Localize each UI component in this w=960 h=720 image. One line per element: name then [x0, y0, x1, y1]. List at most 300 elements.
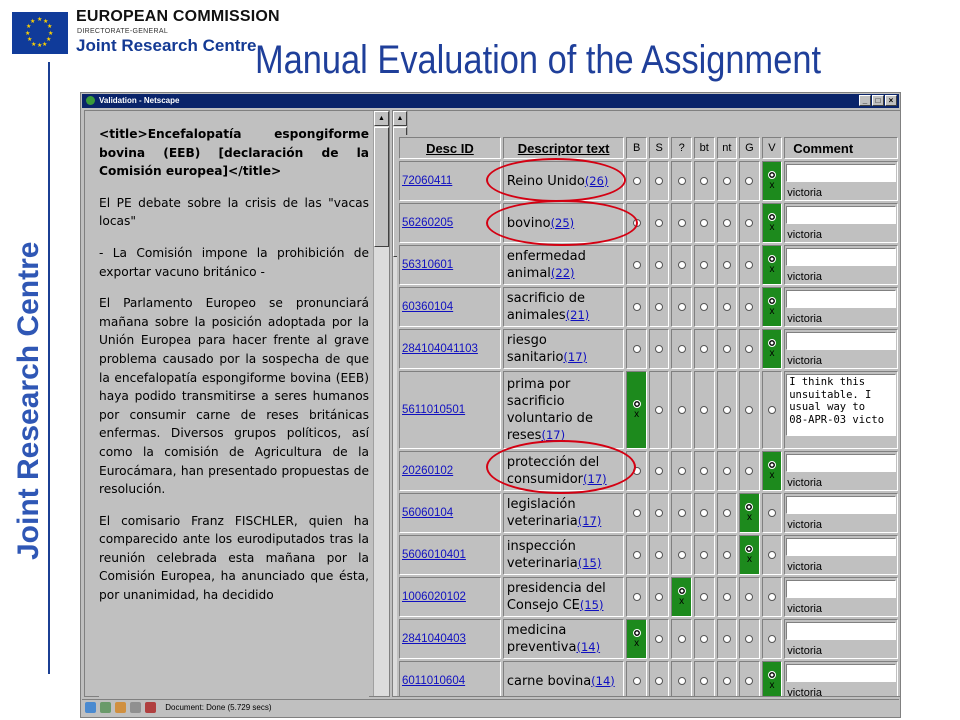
svg-text:★: ★: [30, 18, 36, 25]
comment-value: victoria: [787, 561, 823, 573]
svg-text:★: ★: [37, 42, 43, 49]
radio-button-icon[interactable]: [700, 593, 708, 601]
radio-v[interactable]: [762, 287, 782, 327]
svg-text:★: ★: [31, 41, 37, 48]
radio-b[interactable]: [626, 287, 646, 327]
radio-button-icon[interactable]: [768, 255, 776, 263]
descriptor-label: protección del consumidor: [506, 455, 600, 487]
radio-button-icon[interactable]: [745, 261, 753, 269]
radio-button-icon[interactable]: [678, 219, 686, 227]
radio-q[interactable]: [671, 493, 691, 533]
occurrence-count-link[interactable]: (15): [579, 598, 604, 612]
radio-button-icon[interactable]: [700, 677, 708, 685]
radio-g[interactable]: [739, 329, 760, 369]
radio-button-icon[interactable]: [745, 303, 753, 311]
descriptor-id-link[interactable]: 56260205: [399, 203, 501, 243]
radio-button-icon[interactable]: [678, 406, 686, 414]
radio-bt[interactable]: [694, 203, 715, 243]
radio-g[interactable]: [739, 577, 760, 617]
occurrence-count-link[interactable]: (21): [565, 308, 590, 322]
radio-v[interactable]: [762, 661, 782, 697]
selected-mark: x: [769, 264, 775, 275]
radio-button-icon[interactable]: [655, 467, 663, 475]
radio-button-icon[interactable]: [633, 551, 641, 559]
descriptor-id-link[interactable]: 60360104: [399, 287, 501, 327]
radio-bt[interactable]: [694, 619, 715, 659]
column-header-s: S: [649, 137, 669, 159]
radio-v[interactable]: [762, 535, 782, 575]
radio-q[interactable]: [671, 203, 691, 243]
radio-nt[interactable]: [717, 577, 738, 617]
descriptor-label: presidencia del Consejo CE: [506, 581, 606, 613]
radio-button-icon[interactable]: [723, 406, 731, 414]
radio-nt[interactable]: [717, 661, 738, 697]
occurrence-count-link[interactable]: (25): [550, 215, 575, 230]
radio-button-icon[interactable]: [633, 261, 641, 269]
scroll-up-arrow-icon[interactable]: ▲: [393, 111, 407, 126]
radio-button-icon[interactable]: [700, 177, 708, 185]
radio-v[interactable]: [762, 161, 782, 201]
radio-button-icon[interactable]: [655, 406, 663, 414]
article-paragraph: El Parlamento Europeo se pronunciará mañana sobre la posición adoptada por la Unión Europea para hacer frente al grave problema causado por la sospecha de que la encefalopatía espongiforme bovina (EEB) haya podido transmitirse a seres humanos por consumir carne de reses británicas enfermas. Diversos grupos políticos, así como la comisión de Agricultura de la Eurocámara, han presentado propuestas de resolución.: [99, 296, 369, 497]
column-header-descriptor-text[interactable]: Descriptor text: [503, 137, 625, 159]
scroll-up-arrow-icon[interactable]: ▲: [374, 111, 389, 126]
occurrence-count-link[interactable]: (17): [577, 514, 602, 528]
radio-nt[interactable]: [717, 619, 738, 659]
radio-bt[interactable]: [694, 245, 715, 285]
composer-icon[interactable]: [115, 702, 126, 713]
radio-g[interactable]: [739, 287, 760, 327]
radio-g[interactable]: [739, 619, 760, 659]
selected-mark: x: [746, 554, 752, 565]
radio-v[interactable]: [762, 451, 782, 491]
radio-g[interactable]: [739, 451, 760, 491]
comment-value: victoria: [787, 603, 823, 615]
radio-button-icon[interactable]: [633, 400, 641, 408]
radio-b[interactable]: [626, 619, 646, 659]
table-row: [399, 577, 898, 617]
radio-bt[interactable]: [694, 577, 715, 617]
radio-button-icon[interactable]: [633, 593, 641, 601]
table-row: [399, 371, 898, 449]
radio-nt[interactable]: [717, 371, 738, 449]
radio-q[interactable]: [671, 245, 691, 285]
comment-value: victoria: [787, 477, 823, 489]
minimize-button[interactable]: _: [859, 95, 871, 106]
radio-g[interactable]: [739, 493, 760, 533]
column-header-desc-id[interactable]: Desc ID: [399, 137, 501, 159]
article-paragraph: El PE debate sobre la crisis de las "vacas locas": [99, 195, 369, 229]
browser-window: [80, 92, 901, 718]
column-header-b: B: [626, 137, 646, 159]
radio-button-icon[interactable]: [723, 345, 731, 353]
close-button[interactable]: ×: [885, 95, 897, 106]
selected-mark: x: [769, 680, 775, 691]
comment-value: victoria: [787, 313, 823, 325]
radio-button-icon[interactable]: [700, 635, 708, 643]
comment-cell: [784, 493, 898, 533]
comment-cell: [784, 661, 898, 697]
radio-button-icon[interactable]: [723, 303, 731, 311]
descriptor-id-link[interactable]: 56060104: [399, 493, 501, 533]
radio-button-icon[interactable]: [655, 509, 663, 517]
radio-button-icon[interactable]: [768, 635, 776, 643]
descriptor-id-link[interactable]: 2841040403: [399, 619, 501, 659]
status-bar: [82, 699, 899, 716]
centre-name: Joint Research Centre: [76, 36, 257, 55]
radio-button-icon[interactable]: [633, 177, 641, 185]
radio-q[interactable]: [671, 329, 691, 369]
radio-s[interactable]: [649, 619, 669, 659]
radio-button-icon[interactable]: [633, 629, 641, 637]
occurrence-count-link[interactable]: (22): [550, 266, 575, 280]
selected-mark: x: [769, 470, 775, 481]
scroll-thumb[interactable]: [374, 127, 389, 247]
comment-input[interactable]: [786, 622, 896, 640]
chat-icon[interactable]: [130, 702, 141, 713]
radio-b[interactable]: [626, 535, 646, 575]
radio-button-icon[interactable]: [700, 219, 708, 227]
radio-button-icon[interactable]: [768, 406, 776, 414]
radio-button-icon[interactable]: [768, 213, 776, 221]
comment-cell: [784, 451, 898, 491]
svg-text:★: ★: [48, 30, 54, 37]
radio-q[interactable]: [671, 287, 691, 327]
radio-button-icon[interactable]: [678, 177, 686, 185]
radio-nt[interactable]: [717, 245, 738, 285]
selected-mark: x: [634, 638, 640, 649]
radio-button-icon[interactable]: [723, 177, 731, 185]
comment-cell: [784, 203, 898, 243]
comment-input[interactable]: [786, 164, 896, 182]
radio-button-icon[interactable]: [723, 509, 731, 517]
radio-b[interactable]: [626, 661, 646, 697]
radio-b[interactable]: [626, 245, 646, 285]
table-row: [399, 493, 898, 533]
comment-input[interactable]: [786, 206, 896, 224]
radio-g[interactable]: [739, 245, 760, 285]
radio-button-icon[interactable]: [700, 509, 708, 517]
svg-text:★: ★: [47, 23, 53, 30]
radio-b[interactable]: [626, 161, 646, 201]
radio-v[interactable]: [762, 371, 782, 449]
radio-nt[interactable]: [717, 535, 738, 575]
radio-nt[interactable]: [717, 287, 738, 327]
comment-value: victoria: [787, 229, 823, 241]
radio-bt[interactable]: [694, 451, 715, 491]
svg-text:★: ★: [37, 16, 43, 23]
descriptor-id-link[interactable]: 284104041103: [399, 329, 501, 369]
descriptor-id-link[interactable]: 5611010501: [399, 371, 501, 449]
radio-button-icon[interactable]: [745, 677, 753, 685]
radio-button-icon[interactable]: [655, 303, 663, 311]
descriptor-id-link[interactable]: 1006020102: [399, 577, 501, 617]
radio-nt[interactable]: [717, 493, 738, 533]
radio-nt[interactable]: [717, 203, 738, 243]
radio-button-icon[interactable]: [633, 509, 641, 517]
radio-g[interactable]: [739, 535, 760, 575]
descriptor-id-link[interactable]: 56310601: [399, 245, 501, 285]
mail-icon[interactable]: [100, 702, 111, 713]
radio-g[interactable]: [739, 161, 760, 201]
radio-button-icon[interactable]: [678, 635, 686, 643]
radio-v[interactable]: [762, 577, 782, 617]
occurrence-count-link[interactable]: (15): [577, 556, 602, 570]
radio-s[interactable]: [649, 535, 669, 575]
radio-bt[interactable]: [694, 329, 715, 369]
comment-input[interactable]: [786, 248, 896, 266]
column-header-comment: Comment: [784, 137, 898, 159]
svg-text:★: ★: [25, 30, 31, 37]
comment-cell: [784, 161, 898, 201]
comment-input[interactable]: [786, 332, 896, 350]
navigator-icon[interactable]: [145, 702, 156, 713]
radio-v[interactable]: [762, 329, 782, 369]
column-header-nt: nt: [717, 137, 738, 159]
descriptor-text: [503, 287, 625, 327]
radio-button-icon[interactable]: [678, 261, 686, 269]
svg-text:★: ★: [27, 36, 33, 43]
radio-button-icon[interactable]: [700, 261, 708, 269]
radio-button-icon[interactable]: [678, 551, 686, 559]
radio-button-icon[interactable]: [633, 219, 641, 227]
radio-button-icon[interactable]: [768, 171, 776, 179]
descriptor-label: medicina preventiva: [506, 623, 577, 655]
radio-q[interactable]: [671, 661, 691, 697]
comment-cell: [784, 329, 898, 369]
radio-button-icon[interactable]: [745, 219, 753, 227]
occurrence-count-link[interactable]: (14): [591, 673, 615, 688]
radio-button-icon[interactable]: [678, 677, 686, 685]
comment-input[interactable]: [786, 454, 896, 472]
selected-mark: x: [769, 348, 775, 359]
radio-v[interactable]: [762, 493, 782, 533]
radio-nt[interactable]: [717, 329, 738, 369]
radio-s[interactable]: [649, 661, 669, 697]
comment-input[interactable]: [786, 290, 896, 308]
radio-button-icon[interactable]: [655, 551, 663, 559]
radio-bt[interactable]: [694, 493, 715, 533]
comment-value: victoria: [787, 519, 823, 531]
radio-s[interactable]: [649, 161, 669, 201]
article-frame: [84, 110, 390, 697]
article-scrollbar[interactable]: [373, 111, 389, 696]
radio-button-icon[interactable]: [745, 345, 753, 353]
occurrence-count-link[interactable]: (17): [563, 350, 588, 364]
radio-button-icon[interactable]: [745, 406, 753, 414]
descriptor-text: [503, 535, 625, 575]
comment-cell: [784, 577, 898, 617]
radio-button-icon[interactable]: [700, 345, 708, 353]
comment-textarea[interactable]: I think this unsuitable. I usual way to 08-APR-03 victo: [786, 374, 896, 436]
comment-cell: [784, 619, 898, 659]
radio-button-icon[interactable]: [678, 303, 686, 311]
radio-button-icon[interactable]: [723, 219, 731, 227]
table-row: [399, 451, 898, 491]
radio-button-icon[interactable]: [723, 593, 731, 601]
comment-cell: [784, 371, 898, 449]
comment-input[interactable]: [786, 664, 896, 682]
radio-b[interactable]: [626, 577, 646, 617]
radio-s[interactable]: [649, 577, 669, 617]
radio-button-icon[interactable]: [678, 467, 686, 475]
descriptor-id-link[interactable]: 72060411: [399, 161, 501, 201]
radio-button-icon[interactable]: [768, 461, 776, 469]
table-row: [399, 535, 898, 575]
radio-b[interactable]: [626, 451, 646, 491]
selected-mark: x: [769, 222, 775, 233]
radio-button-icon[interactable]: [655, 677, 663, 685]
status-text: Document: Done (5.729 secs): [165, 703, 272, 712]
selected-mark: x: [746, 512, 752, 523]
comment-value: victoria: [787, 355, 823, 367]
radio-button-icon[interactable]: [768, 509, 776, 517]
radio-bt[interactable]: [694, 371, 715, 449]
column-header-question: ?: [671, 137, 691, 159]
radio-v[interactable]: [762, 203, 782, 243]
radio-button-icon[interactable]: [700, 467, 708, 475]
descriptor-text: [503, 371, 625, 449]
table-row: [399, 329, 898, 369]
radio-button-icon[interactable]: [678, 509, 686, 517]
radio-v[interactable]: [762, 619, 782, 659]
radio-q[interactable]: [671, 577, 691, 617]
radio-v[interactable]: [762, 245, 782, 285]
radio-q[interactable]: [671, 535, 691, 575]
occurrence-count-link[interactable]: (14): [576, 640, 601, 654]
radio-button-icon[interactable]: [723, 551, 731, 559]
article-text: [99, 125, 369, 697]
svg-text:★: ★: [46, 36, 52, 43]
org-name: EUROPEAN COMMISSION: [76, 8, 280, 25]
descriptor-id-link[interactable]: 20260102: [399, 451, 501, 491]
radio-button-icon[interactable]: [768, 297, 776, 305]
radio-button-icon[interactable]: [655, 593, 663, 601]
radio-button-icon[interactable]: [768, 339, 776, 347]
window-title-bar: [82, 94, 899, 108]
descriptor-text: [503, 619, 625, 659]
descriptor-id-link[interactable]: 5606010401: [399, 535, 501, 575]
radio-button-icon[interactable]: [633, 677, 641, 685]
radio-button-icon[interactable]: [745, 635, 753, 643]
radio-button-icon[interactable]: [768, 671, 776, 679]
radio-b[interactable]: [626, 493, 646, 533]
radio-button-icon[interactable]: [768, 593, 776, 601]
radio-q[interactable]: [671, 619, 691, 659]
descriptor-label: enfermedad animal: [506, 249, 586, 281]
occurrence-count-link[interactable]: (26): [584, 173, 609, 188]
radio-button-icon[interactable]: [655, 345, 663, 353]
radio-b[interactable]: [626, 203, 646, 243]
radio-button-icon[interactable]: [745, 177, 753, 185]
radio-button-icon[interactable]: [655, 177, 663, 185]
radio-s[interactable]: [649, 203, 669, 243]
selected-mark: x: [634, 409, 640, 420]
svg-text:★: ★: [43, 18, 49, 25]
svg-text:★: ★: [26, 23, 32, 30]
radio-button-icon[interactable]: [745, 503, 753, 511]
radio-s[interactable]: [649, 451, 669, 491]
descriptor-table: [397, 135, 900, 697]
descriptor-label: carne bovina: [506, 673, 592, 689]
radio-b[interactable]: [626, 329, 646, 369]
radio-button-icon[interactable]: [633, 345, 641, 353]
radio-button-icon[interactable]: [723, 467, 731, 475]
radio-s[interactable]: [649, 245, 669, 285]
radio-s[interactable]: [649, 287, 669, 327]
comment-input[interactable]: [786, 496, 896, 514]
radio-button-icon[interactable]: [700, 303, 708, 311]
radio-button-icon[interactable]: [655, 219, 663, 227]
article-paragraph: El comisario Franz FISCHLER, quien ha comparecido ante los eurodiputados tras la reunión celebrada esta mañana por la Comisión Europea, ha anunciado que ésta, por unanimidad, ha decidido: [99, 513, 369, 603]
radio-s[interactable]: [649, 493, 669, 533]
radio-button-icon[interactable]: [678, 587, 686, 595]
netscape-icon: [86, 96, 95, 105]
security-icon[interactable]: [85, 702, 96, 713]
radio-button-icon[interactable]: [768, 551, 776, 559]
radio-button-icon[interactable]: [678, 345, 686, 353]
radio-g[interactable]: [739, 661, 760, 697]
radio-q[interactable]: [671, 161, 691, 201]
maximize-button[interactable]: □: [872, 95, 884, 106]
descriptor-label: riesgo sanitario: [506, 333, 564, 365]
radio-b[interactable]: [626, 371, 646, 449]
comment-input[interactable]: [786, 538, 896, 556]
radio-bt[interactable]: [694, 287, 715, 327]
radio-button-icon[interactable]: [723, 261, 731, 269]
comment-cell: [784, 287, 898, 327]
table-row: [399, 161, 898, 201]
radio-bt[interactable]: [694, 535, 715, 575]
radio-button-icon[interactable]: [723, 677, 731, 685]
radio-button-icon[interactable]: [633, 467, 641, 475]
radio-g[interactable]: [739, 203, 760, 243]
descriptor-label: legislación veterinaria: [506, 497, 578, 529]
radio-button-icon[interactable]: [745, 545, 753, 553]
radio-bt[interactable]: [694, 661, 715, 697]
descriptor-text: [503, 203, 625, 243]
table-row: [399, 661, 898, 697]
radio-q[interactable]: [671, 371, 691, 449]
radio-nt[interactable]: [717, 451, 738, 491]
eu-flag-logo: [12, 12, 68, 54]
radio-g[interactable]: [739, 371, 760, 449]
radio-button-icon[interactable]: [655, 261, 663, 269]
occurrence-count-link[interactable]: (17): [583, 472, 607, 486]
article-paragraph: - La Comisión impone la prohibición de exportar vacuno británico -: [99, 245, 369, 279]
radio-button-icon[interactable]: [745, 593, 753, 601]
radio-button-icon[interactable]: [723, 635, 731, 643]
radio-bt[interactable]: [694, 161, 715, 201]
radio-s[interactable]: [649, 329, 669, 369]
radio-button-icon[interactable]: [745, 467, 753, 475]
radio-nt[interactable]: [717, 161, 738, 201]
descriptor-id-link[interactable]: 6011010604: [399, 661, 501, 697]
table-row: [399, 245, 898, 285]
radio-q[interactable]: [671, 451, 691, 491]
radio-button-icon[interactable]: [700, 406, 708, 414]
slide-title: Manual Evaluation of the Assignment: [255, 38, 822, 82]
radio-button-icon[interactable]: [633, 303, 641, 311]
occurrence-count-link[interactable]: (17): [541, 428, 566, 442]
table-row: [399, 203, 898, 243]
radio-button-icon[interactable]: [700, 551, 708, 559]
directorate-label: DIRECTORATE-GENERAL: [77, 28, 169, 35]
comment-input[interactable]: [786, 580, 896, 598]
radio-button-icon[interactable]: [655, 635, 663, 643]
selected-mark: x: [769, 306, 775, 317]
radio-s[interactable]: [649, 371, 669, 449]
